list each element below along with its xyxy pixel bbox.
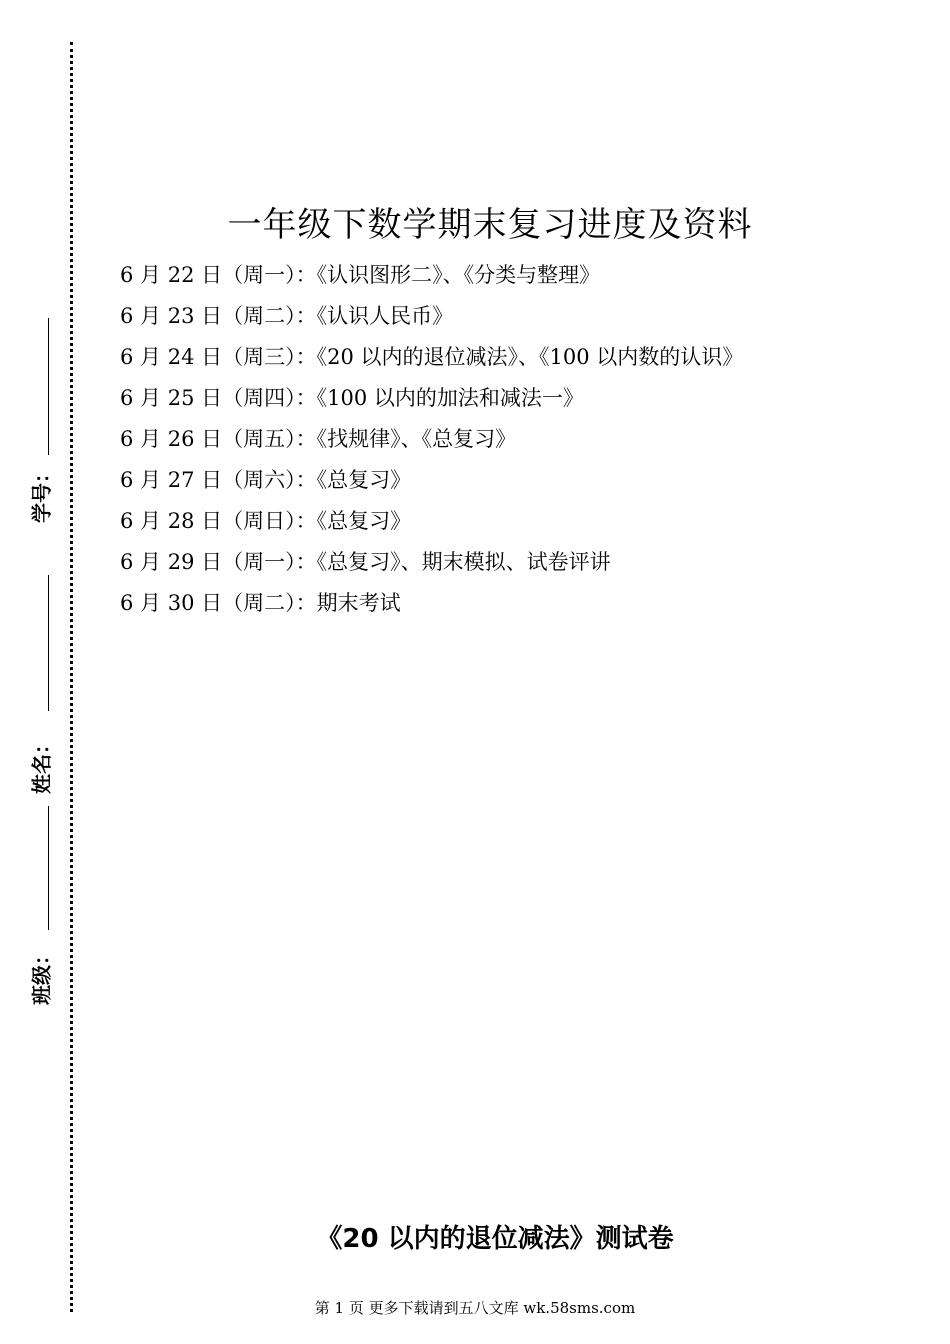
schedule-item: 6 月 26 日（周五）：《找规律》、《总复习》 xyxy=(120,427,517,451)
schedule-item: 6 月 24 日（周三）：《20 以内的退位减法》、《100 以内数的认识》 xyxy=(120,345,744,369)
name-blank[interactable] xyxy=(48,575,49,711)
schedule-item: 6 月 23 日（周二）：《认识人民币》 xyxy=(120,304,454,328)
schedule-item: 6 月 29 日（周一）：《总复习》、期末模拟、试卷评讲 xyxy=(120,550,611,574)
class-blank[interactable] xyxy=(48,806,49,930)
page-footer: 第 1 页 更多下载请到五八文库 wk.58sms.com xyxy=(314,1299,636,1317)
student-no-blank[interactable] xyxy=(48,318,49,455)
schedule-item: 6 月 28 日（周日）：《总复习》 xyxy=(120,509,412,533)
schedule-item: 6 月 22 日（周一）：《认识图形二》、《分类与整理》 xyxy=(120,263,601,287)
name-label: 姓名： xyxy=(29,734,54,794)
schedule-list xyxy=(120,255,743,624)
class-label: 班级： xyxy=(29,945,54,1005)
cut-line xyxy=(70,42,73,1312)
test-title: 《20 以内的退位减法》测试卷 xyxy=(316,1224,674,1254)
schedule-item: 6 月 25 日（周四）：《100 以内的加法和减法一》 xyxy=(120,386,584,410)
schedule-item: 6 月 27 日（周六）：《总复习》 xyxy=(120,468,412,492)
binding-margin xyxy=(0,0,90,1344)
page-title: 一年级下数学期末复习进度及资料 xyxy=(227,205,753,245)
student-no-label: 学号： xyxy=(29,463,54,523)
schedule-item: 6 月 30 日（周二）：期末考试 xyxy=(120,591,401,615)
